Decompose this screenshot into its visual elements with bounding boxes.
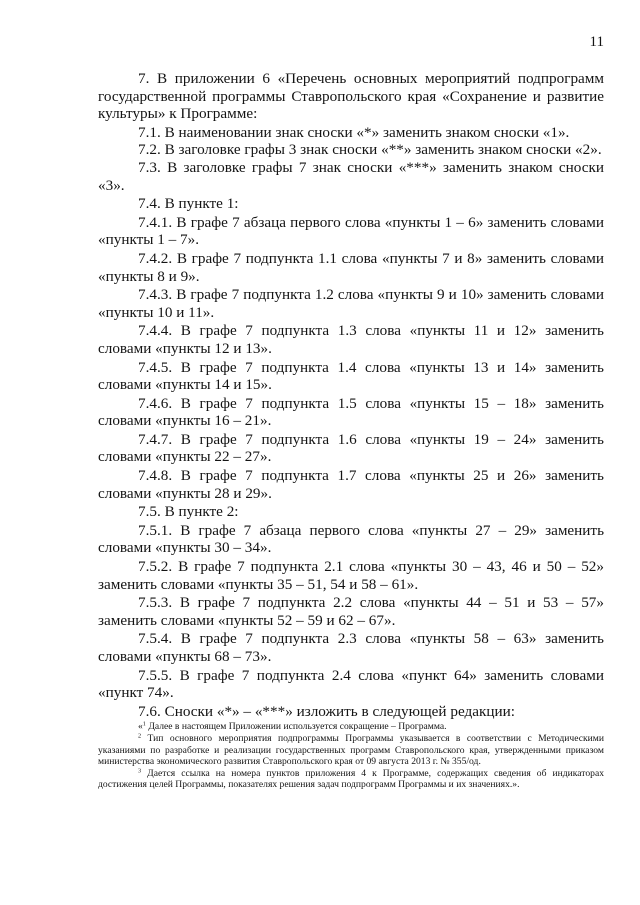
paragraph-7-5-3: 7.5.3. В графе 7 подпункта 2.2 слова «пункты 44 – 51 и 53 – 57» заменить словами «пункты 52 – 59 и 62 – 67». bbox=[98, 594, 604, 629]
paragraph-7-5-4: 7.5.4. В графе 7 подпункта 2.3 слова «пункты 58 – 63» заменить словами «пункты 68 – 73». bbox=[98, 630, 604, 665]
paragraph-7-4: 7.4. В пункте 1: bbox=[138, 195, 239, 213]
paragraph-7-5: 7.5. В пункте 2: bbox=[138, 503, 239, 521]
footnote-3-text: Дается ссылка на номера пунктов приложения 4 к Программе, содержащих сведения об индикаторах достижения целей Программы, показателях решения задач подпрограмм Программы и их значениях.». bbox=[98, 767, 604, 791]
footnote-1 bbox=[98, 721, 604, 733]
footnote-3 bbox=[98, 768, 604, 791]
paragraph-7-6: 7.6. Сноски «*» – «***» изложить в следующей редакции: bbox=[138, 702, 515, 720]
paragraph-7-4-3: 7.4.3. В графе 7 подпункта 1.2 слова «пункты 9 и 10» заменить словами «пункты 10 и 11». bbox=[98, 286, 604, 321]
document-body bbox=[98, 70, 604, 791]
paragraph-7-5-1: 7.5.1. В графе 7 абзаца первого слова «пункты 27 – 29» заменить словами «пункты 30 – 34». bbox=[98, 521, 604, 557]
paragraph-7-4-6: 7.4.6. В графе 7 подпункта 1.5 слова «пункты 15 – 18» заменить словами «пункты 16 – 21». bbox=[98, 394, 604, 430]
footnote-2-mark: 2 bbox=[138, 732, 142, 740]
paragraph-7-3: 7.3. В заголовке графы 7 знак сноски «***» заменить знаком сноски «3». bbox=[98, 158, 604, 194]
page-number: 11 bbox=[589, 34, 604, 50]
paragraph-7-2: 7.2. В заголовке графы 3 знак сноски «**» заменить знаком сноски «2». bbox=[138, 141, 602, 159]
footnote-3-mark: 3 bbox=[138, 767, 142, 775]
paragraph-7-4-4: 7.4.4. В графе 7 подпункта 1.3 слова «пункты 11 и 12» заменить словами «пункты 12 и 13». bbox=[98, 322, 604, 357]
paragraph-7-5-2: 7.5.2. В графе 7 подпункта 2.1 слова «пункты 30 – 43, 46 и 50 – 52» заменить словами «пункты 35 – 51, 54 и 58 – 61». bbox=[98, 558, 604, 593]
paragraph-7-1: 7.1. В наименовании знак сноски «*» заменить знаком сноски «1». bbox=[138, 123, 570, 141]
footnote-2 bbox=[98, 733, 604, 768]
footnote-1-open-quote: « bbox=[138, 721, 143, 733]
footnotes-block bbox=[98, 721, 604, 791]
footnote-2-text: Тип основного мероприятия подпрограммы Программы указывается в соответствии с Методическими указаниями по разработке и реализации государственных программ Ставропольского края, утвержденными приказом министерства экономического развития Ставропольского края от 09 августа 2013 г. № 355/од. bbox=[98, 732, 604, 768]
paragraph-7-4-8: 7.4.8. В графе 7 подпункта 1.7 слова «пункты 25 и 26» заменить словами «пункты 28 и 29». bbox=[98, 467, 604, 502]
paragraph-7-4-2: 7.4.2. В графе 7 подпункта 1.1 слова «пункты 7 и 8» заменить словами «пункты 8 и 9». bbox=[98, 249, 604, 285]
paragraph-7-5-5: 7.5.5. В графе 7 подпункта 2.4 слова «пункт 64» заменить словами «пункт 74». bbox=[98, 666, 604, 702]
paragraph-7: 7. В приложении 6 «Перечень основных мероприятий подпрограмм государственной программы Ставропольского края «Сохранение и развитие культуры» к Программе: bbox=[98, 70, 604, 123]
paragraph-7-4-7: 7.4.7. В графе 7 подпункта 1.6 слова «пункты 19 – 24» заменить словами «пункты 22 – 27». bbox=[98, 430, 604, 466]
footnote-1-mark: 1 bbox=[142, 720, 146, 728]
paragraph-7-4-5: 7.4.5. В графе 7 подпункта 1.4 слова «пункты 13 и 14» заменить словами «пункты 14 и 15». bbox=[98, 358, 604, 394]
paragraph-7-4-1: 7.4.1. В графе 7 абзаца первого слова «пункты 1 – 6» заменить словами «пункты 1 – 7». bbox=[98, 213, 604, 249]
footnote-1-text: Далее в настоящем Приложении используется сокращение – Программа. bbox=[145, 721, 447, 733]
